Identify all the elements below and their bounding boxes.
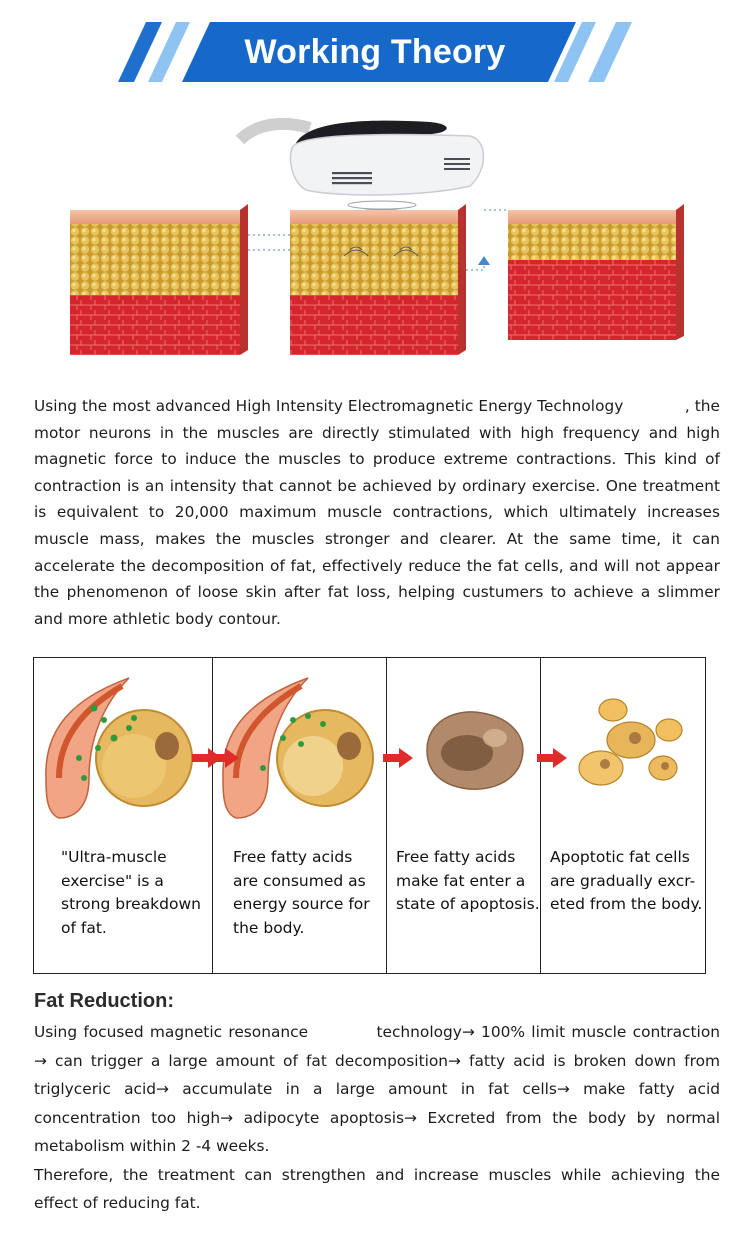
intro-paragraph: Using the most advanced High Intensity Electromagnetic Energy Technology , the motor neurons in the muscles are directly stimulated with high frequency and high magnetic force to induce the muscles to produce extreme contractions. This kind of contraction is an intensity that cannot be achieved by ordinary exercise. One treatment is equivalent to 20,000 maximum muscle contractions, which ultimately increases muscle mass, makes the muscles stronger and clearer. At the same time, it can accelerate the decomposition of fat, effectively reduce the fat cells, and will not appear the phenomenon of loose skin after fat loss, helping custumers to achieve a slimmer and more athletic body contour. (34, 397, 720, 628)
muscle-fat-cell-icon-2 (213, 658, 387, 838)
working-theory-banner (118, 22, 632, 82)
fat-reduction-paragraph (34, 1018, 720, 1218)
skin-panel-before (70, 204, 248, 355)
step-1-caption: "Ultra-muscle exercise" is a strong breakdown of fat. (61, 848, 201, 937)
treatment-illustration (60, 110, 700, 370)
red-arrow-icon (383, 748, 413, 768)
red-arrow-icon (209, 748, 239, 768)
process-step-2 (213, 658, 387, 973)
up-arrow-icon (478, 256, 490, 265)
fat-breakdown-process (33, 657, 706, 974)
skin-panel-after (508, 204, 684, 340)
muscle-fat-cell-icon (34, 658, 213, 838)
fat-reduction-conclusion-text: Therefore, the treatment can strengthen and increase muscles while achieving the effect of reducing fat. (34, 1165, 720, 1212)
skin-layers-illustration (60, 110, 700, 370)
step-2-caption: Free fatty acids are consumed as energy source for the body. (233, 848, 370, 937)
process-step-3 (387, 658, 541, 973)
process-step-4 (541, 658, 705, 973)
step-4-caption: Apoptotic fat cells are gradually excr- eted from the body. (550, 848, 703, 913)
red-arrow-icon (537, 748, 567, 768)
step-3-caption: Free fatty acids make fat enter a state of apoptosis. (396, 848, 540, 913)
handpiece-device (240, 121, 484, 223)
fat-reduction-heading: Fat Reduction: (34, 990, 174, 1012)
banner-title: Working Theory (244, 32, 506, 71)
skin-panel-during (290, 204, 466, 355)
process-step-1 (34, 658, 213, 973)
fat-reduction-process-text: Using focused magnetic resonance technology→ 100% limit muscle contraction → can trigger a large amount of fat decomposition→ fatty acid is broken down from triglyceric acid→ accumulate in a large amount in fat cells→ make fatty acid concentration too high→ adipocyte apoptosis→ Excreted from the body by normal metabolism within 2 -4 weeks. (34, 1023, 720, 1155)
